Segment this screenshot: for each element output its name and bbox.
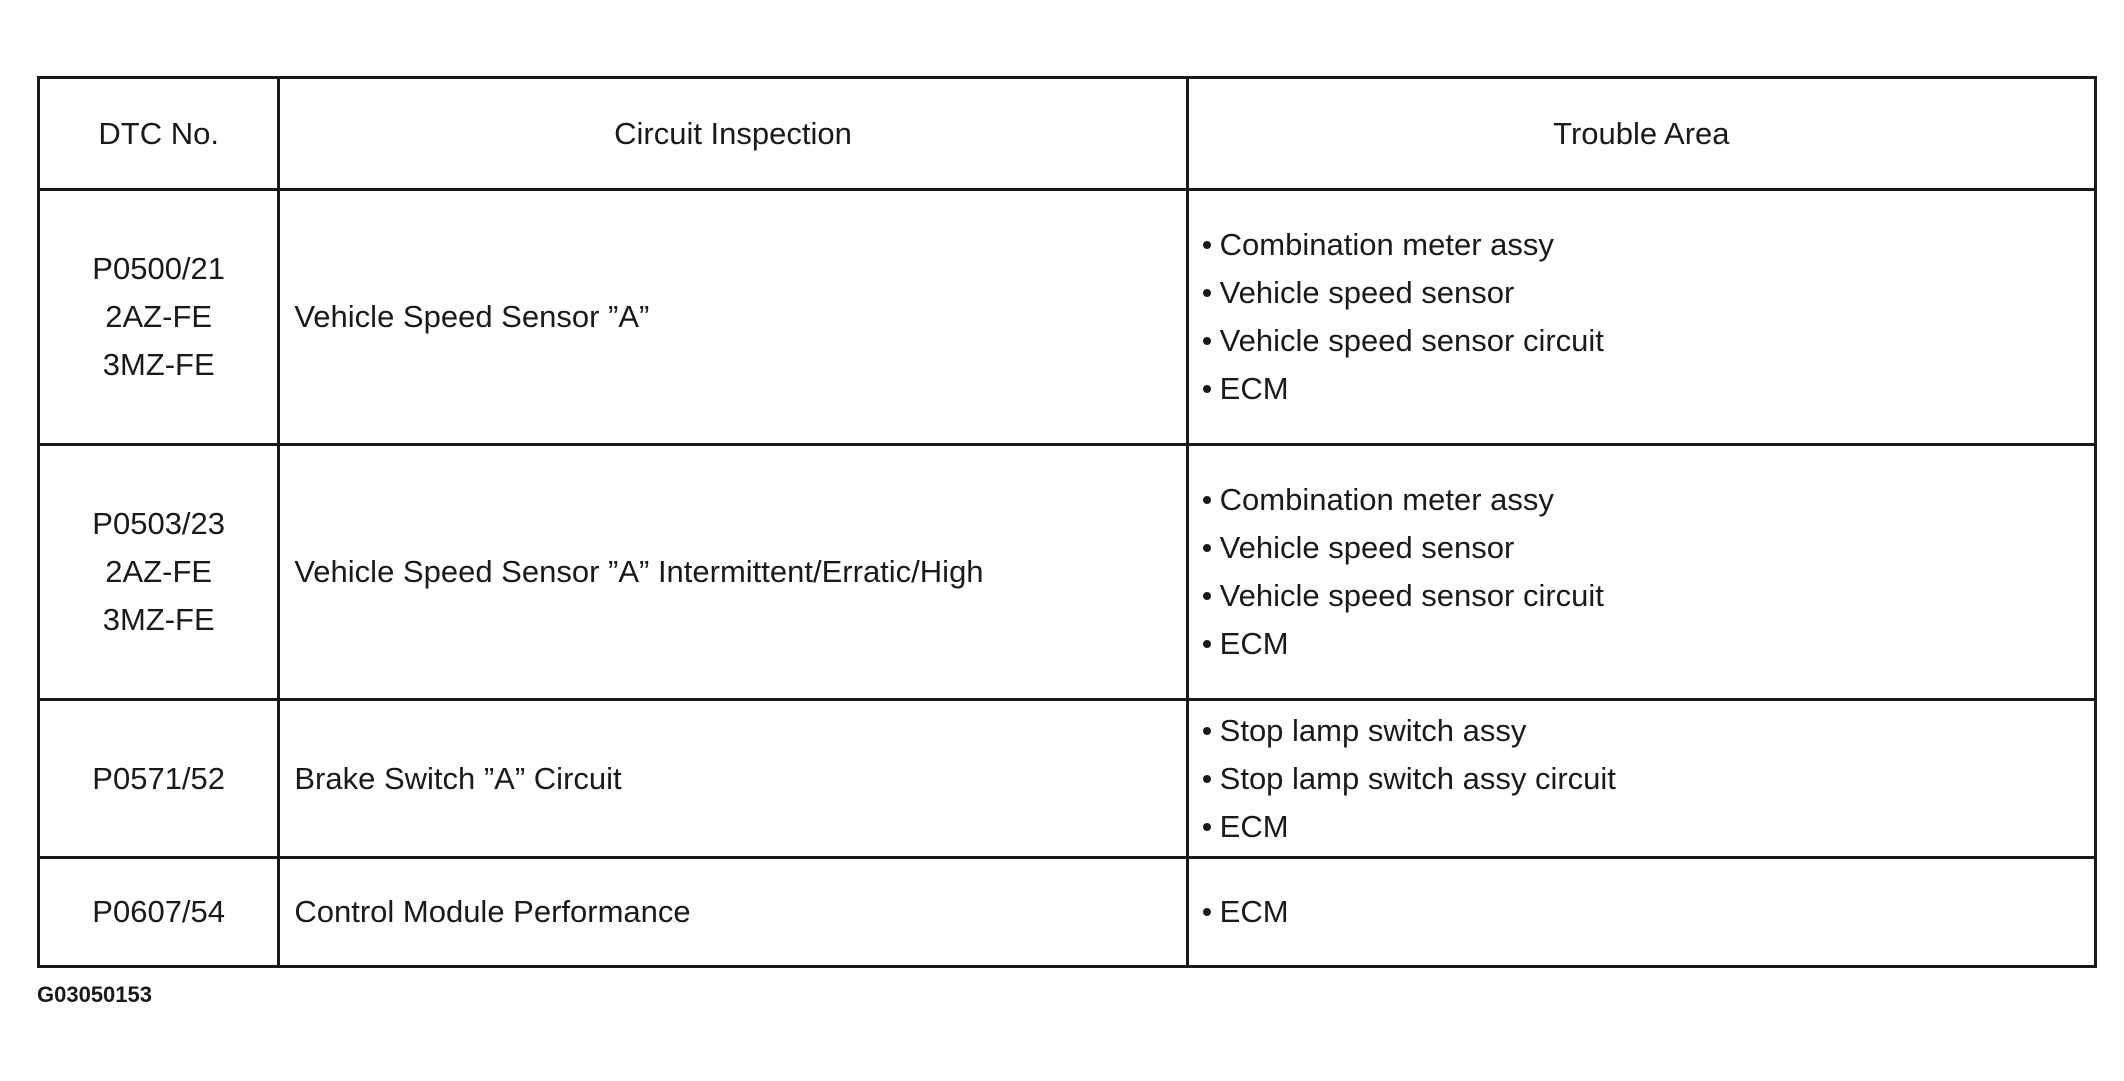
list-item xyxy=(1203,317,2094,365)
bullet-icon xyxy=(1203,241,1211,249)
dtc-cell xyxy=(39,700,279,858)
list-item xyxy=(1203,476,2094,524)
list-item xyxy=(1203,365,2094,413)
trouble-item-text: Vehicle speed sensor circuit xyxy=(1219,578,1604,613)
header-row xyxy=(39,78,2096,190)
circuit-inspection-cell: Vehicle Speed Sensor ”A” Intermittent/Erratic/High xyxy=(279,445,1187,700)
list-item xyxy=(1203,572,2094,620)
bullet-icon xyxy=(1203,775,1211,783)
trouble-list xyxy=(1203,888,2094,936)
trouble-list xyxy=(1203,476,2094,668)
dtc-code: P0607/54 xyxy=(92,894,226,929)
bullet-icon xyxy=(1203,289,1211,297)
circuit-inspection-cell: Control Module Performance xyxy=(279,858,1187,967)
list-item xyxy=(1203,888,2094,936)
trouble-item-text: Stop lamp switch assy circuit xyxy=(1219,760,1616,796)
list-item xyxy=(1203,524,2094,572)
dtc-code: P0571/52 xyxy=(92,760,226,796)
trouble-item-text: Combination meter assy xyxy=(1219,227,1554,262)
bullet-icon xyxy=(1203,592,1211,600)
trouble-area-cell xyxy=(1187,700,2095,858)
dtc-cell xyxy=(39,858,279,967)
trouble-list xyxy=(1203,221,2094,413)
trouble-item-text: Vehicle speed sensor xyxy=(1219,530,1515,565)
trouble-area-cell xyxy=(1187,190,2095,445)
bullet-icon xyxy=(1203,385,1211,393)
dtc-engine: 2AZ-FE xyxy=(105,299,213,334)
trouble-item-text: ECM xyxy=(1219,371,1289,406)
trouble-item-text: Combination meter assy xyxy=(1219,482,1554,517)
bullet-icon xyxy=(1203,908,1211,916)
trouble-item-text: Vehicle speed sensor xyxy=(1219,275,1515,310)
figure-id: G03050153 xyxy=(37,982,152,1007)
trouble-area-cell xyxy=(1187,858,2095,967)
dtc-engine: 2AZ-FE xyxy=(105,554,213,589)
header-circuit-inspection: Circuit Inspection xyxy=(279,78,1187,190)
dtc-engine: 3MZ-FE xyxy=(102,347,215,382)
dtc-engine: 3MZ-FE xyxy=(102,602,215,637)
bullet-icon xyxy=(1203,544,1211,552)
trouble-item-text: ECM xyxy=(1219,626,1289,661)
trouble-item-text: ECM xyxy=(1219,894,1289,929)
list-item xyxy=(1203,221,2094,269)
bullet-icon xyxy=(1203,823,1211,831)
trouble-area-cell xyxy=(1187,445,2095,700)
bullet-icon xyxy=(1203,640,1211,648)
list-item xyxy=(1203,620,2094,668)
trouble-list xyxy=(1203,707,2094,851)
dtc-cell xyxy=(39,190,279,445)
table-row xyxy=(39,700,2096,858)
bullet-icon xyxy=(1203,496,1211,504)
bullet-icon xyxy=(1203,337,1211,345)
table-row xyxy=(39,858,2096,967)
header-trouble-area: Trouble Area xyxy=(1187,78,2095,190)
list-item xyxy=(1203,707,2094,755)
list-item xyxy=(1203,755,2094,803)
list-item xyxy=(1203,269,2094,317)
table-row xyxy=(39,190,2096,445)
dtc-table xyxy=(37,76,2097,968)
circuit-inspection-cell: Vehicle Speed Sensor ”A” xyxy=(279,190,1187,445)
header-dtc: DTC No. xyxy=(39,78,279,190)
table-row xyxy=(39,445,2096,700)
trouble-item-text: Stop lamp switch assy xyxy=(1219,712,1527,748)
dtc-code: P0500/21 xyxy=(92,251,226,286)
list-item xyxy=(1203,803,2094,851)
bullet-icon xyxy=(1203,727,1211,735)
dtc-cell xyxy=(39,445,279,700)
trouble-item-text: ECM xyxy=(1219,808,1289,844)
trouble-item-text: Vehicle speed sensor circuit xyxy=(1219,323,1604,358)
circuit-inspection-cell: Brake Switch ”A” Circuit xyxy=(279,700,1187,858)
dtc-code: P0503/23 xyxy=(92,506,226,541)
